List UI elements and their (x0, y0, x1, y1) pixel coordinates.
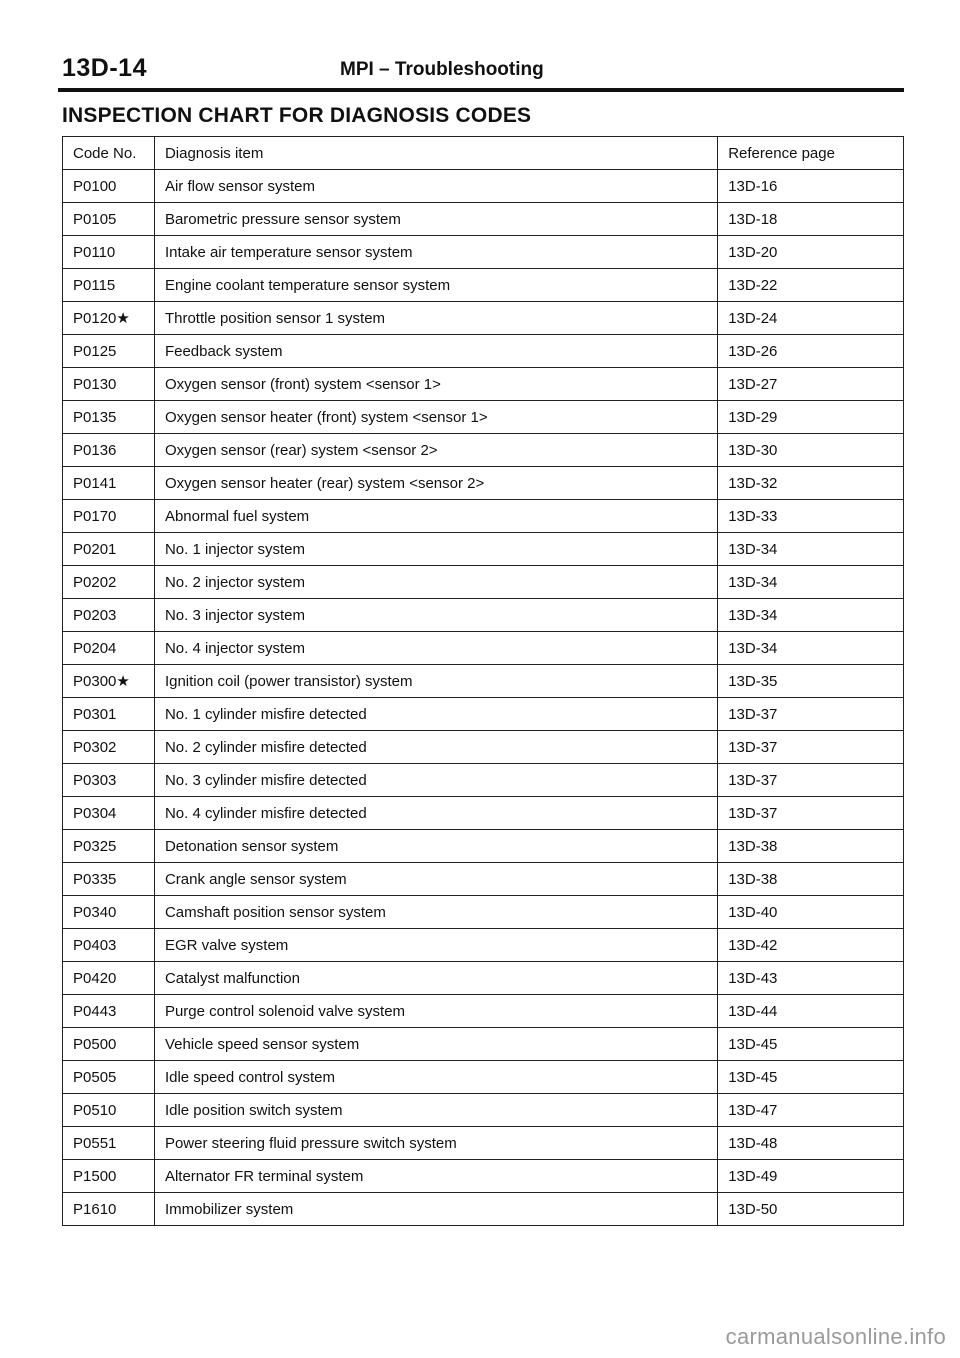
code-cell: P0136 (63, 434, 155, 467)
table-row (63, 1028, 904, 1061)
table-row (63, 731, 904, 764)
code-cell: P0141 (63, 467, 155, 500)
column-header-code: Code No. (63, 137, 155, 170)
diagnosis-item-cell: EGR valve system (154, 929, 717, 962)
diagnosis-item-cell: Feedback system (154, 335, 717, 368)
reference-page-cell: 13D-32 (718, 467, 904, 500)
table-row (63, 236, 904, 269)
table-row (63, 863, 904, 896)
section-title: MPI – Troubleshooting (340, 59, 544, 80)
table-row (63, 500, 904, 533)
diagnosis-item-cell: Oxygen sensor (front) system <sensor 1> (154, 368, 717, 401)
reference-page-cell: 13D-44 (718, 995, 904, 1028)
diagnosis-item-cell: Ignition coil (power transistor) system (154, 665, 717, 698)
table-row (63, 335, 904, 368)
diagnosis-item-cell: Idle position switch system (154, 1094, 717, 1127)
reference-page-cell: 13D-16 (718, 170, 904, 203)
table-row (63, 302, 904, 335)
diagnosis-item-cell: No. 2 injector system (154, 566, 717, 599)
diagnosis-item-cell: Purge control solenoid valve system (154, 995, 717, 1028)
reference-page-cell: 13D-40 (718, 896, 904, 929)
table-row (63, 269, 904, 302)
reference-page-cell: 13D-50 (718, 1193, 904, 1226)
reference-page-cell: 13D-45 (718, 1061, 904, 1094)
reference-page-cell: 13D-38 (718, 863, 904, 896)
reference-page-cell: 13D-22 (718, 269, 904, 302)
code-cell: P0303 (63, 764, 155, 797)
diagnosis-item-cell: Power steering fluid pressure switch system (154, 1127, 717, 1160)
diagnosis-item-cell: Oxygen sensor heater (rear) system <sensor 2> (154, 467, 717, 500)
diagnosis-item-cell: Idle speed control system (154, 1061, 717, 1094)
diagnosis-item-cell: Oxygen sensor heater (front) system <sensor 1> (154, 401, 717, 434)
code-cell: P0335 (63, 863, 155, 896)
reference-page-cell: 13D-37 (718, 731, 904, 764)
reference-page-cell: 13D-20 (718, 236, 904, 269)
table-row (63, 929, 904, 962)
table-row (63, 401, 904, 434)
reference-page-cell: 13D-34 (718, 599, 904, 632)
reference-page-cell: 13D-34 (718, 632, 904, 665)
table-row (63, 434, 904, 467)
code-cell: P0203 (63, 599, 155, 632)
code-cell: P0201 (63, 533, 155, 566)
reference-page-cell: 13D-42 (718, 929, 904, 962)
table-row (63, 1094, 904, 1127)
diagnosis-item-cell: No. 1 cylinder misfire detected (154, 698, 717, 731)
diagnosis-item-cell: No. 4 injector system (154, 632, 717, 665)
table-row (63, 1127, 904, 1160)
reference-page-cell: 13D-47 (718, 1094, 904, 1127)
table-row (63, 698, 904, 731)
diagnosis-item-cell: Abnormal fuel system (154, 500, 717, 533)
table-row (63, 995, 904, 1028)
column-header-reference: Reference page (718, 137, 904, 170)
watermark: carmanualsonline.info (725, 1324, 946, 1349)
code-cell: P0325 (63, 830, 155, 863)
table-row (63, 368, 904, 401)
table-row (63, 797, 904, 830)
table-row (63, 1160, 904, 1193)
header-rule (58, 88, 904, 92)
reference-page-cell: 13D-18 (718, 203, 904, 236)
code-cell: P0125 (63, 335, 155, 368)
code-cell: P0110 (63, 236, 155, 269)
code-cell: P0115 (63, 269, 155, 302)
diagnosis-item-cell: Air flow sensor system (154, 170, 717, 203)
code-cell: P0403 (63, 929, 155, 962)
reference-page-cell: 13D-34 (718, 566, 904, 599)
code-cell: P0170 (63, 500, 155, 533)
diagnosis-codes-table (62, 136, 904, 1226)
diagnosis-item-cell: No. 2 cylinder misfire detected (154, 731, 717, 764)
diagnosis-item-cell: Barometric pressure sensor system (154, 203, 717, 236)
reference-page-cell: 13D-43 (718, 962, 904, 995)
code-cell: P0302 (63, 731, 155, 764)
code-cell: P0130 (63, 368, 155, 401)
reference-page-cell: 13D-37 (718, 764, 904, 797)
diagnosis-item-cell: Crank angle sensor system (154, 863, 717, 896)
reference-page-cell: 13D-37 (718, 698, 904, 731)
diagnosis-item-cell: Detonation sensor system (154, 830, 717, 863)
table-body (63, 170, 904, 1226)
code-cell: P0304 (63, 797, 155, 830)
table-row (63, 830, 904, 863)
diagnosis-item-cell: Vehicle speed sensor system (154, 1028, 717, 1061)
diagnosis-item-cell: Immobilizer system (154, 1193, 717, 1226)
code-cell: P0340 (63, 896, 155, 929)
reference-page-cell: 13D-24 (718, 302, 904, 335)
reference-page-cell: 13D-45 (718, 1028, 904, 1061)
table-row (63, 1193, 904, 1226)
column-header-item: Diagnosis item (154, 137, 717, 170)
reference-page-cell: 13D-38 (718, 830, 904, 863)
table-row (63, 467, 904, 500)
code-cell: P0100 (63, 170, 155, 203)
diagnosis-item-cell: Throttle position sensor 1 system (154, 302, 717, 335)
diagnosis-item-cell: No. 3 injector system (154, 599, 717, 632)
reference-page-cell: 13D-34 (718, 533, 904, 566)
page-number: 13D-14 (62, 54, 147, 82)
diagnosis-item-cell: Oxygen sensor (rear) system <sensor 2> (154, 434, 717, 467)
diagnosis-item-cell: No. 4 cylinder misfire detected (154, 797, 717, 830)
diagnosis-item-cell: Catalyst malfunction (154, 962, 717, 995)
code-cell: P1500 (63, 1160, 155, 1193)
code-cell: P0500 (63, 1028, 155, 1061)
code-cell: P0105 (63, 203, 155, 236)
diagnosis-item-cell: Alternator FR terminal system (154, 1160, 717, 1193)
reference-page-cell: 13D-26 (718, 335, 904, 368)
table-row (63, 1061, 904, 1094)
table-row (63, 203, 904, 236)
diagnosis-item-cell: No. 3 cylinder misfire detected (154, 764, 717, 797)
reference-page-cell: 13D-37 (718, 797, 904, 830)
reference-page-cell: 13D-27 (718, 368, 904, 401)
code-cell: P0420 (63, 962, 155, 995)
table-header-row (63, 137, 904, 170)
code-cell: P0120★ (63, 302, 155, 335)
table-row (63, 566, 904, 599)
code-cell: P0551 (63, 1127, 155, 1160)
code-cell: P0510 (63, 1094, 155, 1127)
reference-page-cell: 13D-29 (718, 401, 904, 434)
table-row (63, 764, 904, 797)
table-row (63, 632, 904, 665)
code-cell: P0301 (63, 698, 155, 731)
reference-page-cell: 13D-30 (718, 434, 904, 467)
code-cell: P0300★ (63, 665, 155, 698)
code-cell: P0443 (63, 995, 155, 1028)
reference-page-cell: 13D-49 (718, 1160, 904, 1193)
table-row (63, 896, 904, 929)
table-row (63, 533, 904, 566)
table-row (63, 599, 904, 632)
reference-page-cell: 13D-35 (718, 665, 904, 698)
code-cell: P0202 (63, 566, 155, 599)
code-cell: P0135 (63, 401, 155, 434)
reference-page-cell: 13D-48 (718, 1127, 904, 1160)
diagnosis-item-cell: Engine coolant temperature sensor system (154, 269, 717, 302)
code-cell: P1610 (63, 1193, 155, 1226)
diagnosis-item-cell: No. 1 injector system (154, 533, 717, 566)
diagnosis-item-cell: Camshaft position sensor system (154, 896, 717, 929)
table-row (63, 962, 904, 995)
table-row (63, 665, 904, 698)
code-cell: P0204 (63, 632, 155, 665)
diagnosis-item-cell: Intake air temperature sensor system (154, 236, 717, 269)
chart-heading: INSPECTION CHART FOR DIAGNOSIS CODES (62, 104, 532, 127)
code-cell: P0505 (63, 1061, 155, 1094)
reference-page-cell: 13D-33 (718, 500, 904, 533)
table-row (63, 170, 904, 203)
